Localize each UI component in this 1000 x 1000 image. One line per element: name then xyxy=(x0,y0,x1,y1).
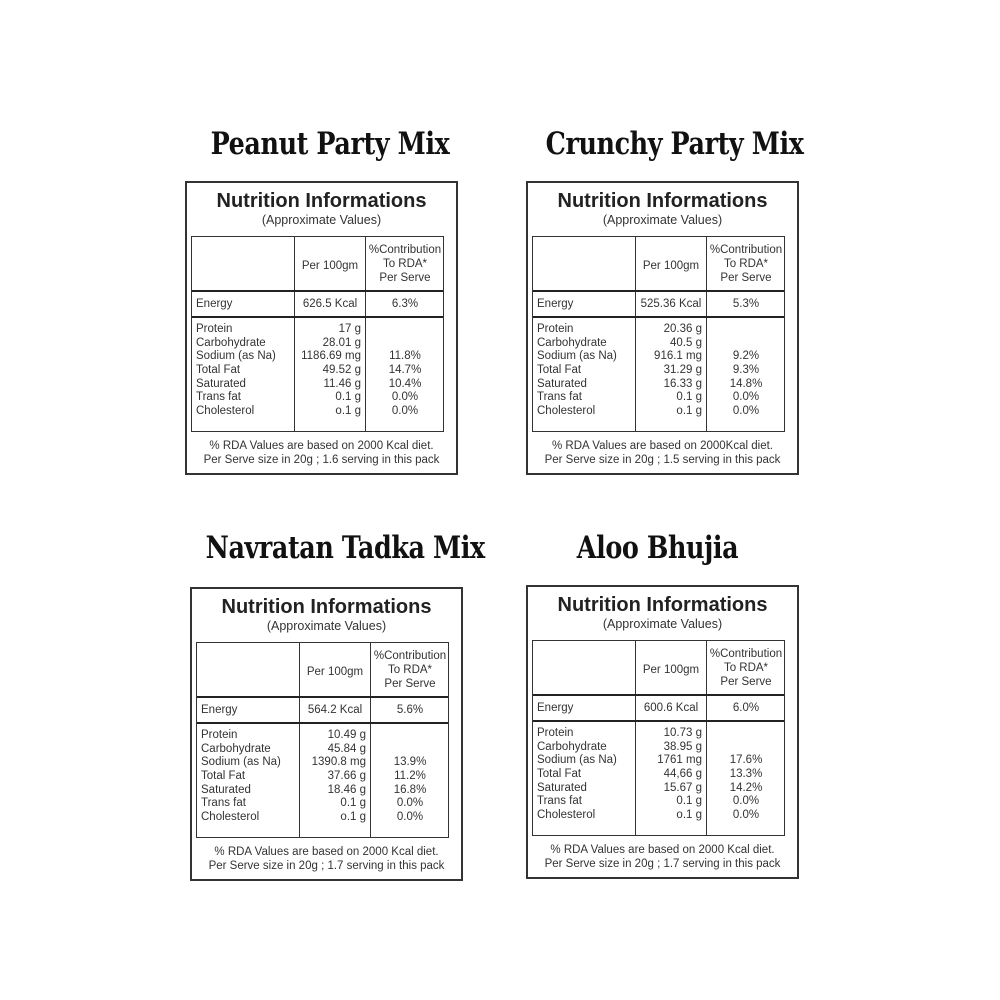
panel-subheading: (Approximate Values) xyxy=(261,213,382,227)
nutrient-row xyxy=(533,754,784,768)
energy-label: Energy xyxy=(196,298,233,310)
nutrient-row xyxy=(197,811,448,825)
nutrient-per-100gm: o.1 g xyxy=(335,405,361,418)
nutrient-rda: 0.0% xyxy=(732,405,760,418)
nutrient-label: Cholesterol xyxy=(201,811,260,824)
nutrition-panel-navratan-tadka-mix xyxy=(190,587,463,881)
footnote xyxy=(528,439,797,467)
nutrient-rda: 16.8% xyxy=(393,783,427,796)
rda-header-text xyxy=(369,243,441,285)
nutrient-per-100gm: 15.67 g xyxy=(663,781,702,794)
energy-divider xyxy=(533,316,784,318)
panel-heading: Nutrition Informations xyxy=(221,596,432,618)
nutrient-rda: 10.4% xyxy=(388,377,422,390)
nutrient-per-100gm: o.1 g xyxy=(676,405,702,418)
nutrient-label: Trans fat xyxy=(537,795,582,808)
nutrient-per-100gm: 16.33 g xyxy=(663,377,702,390)
energy-label: Energy xyxy=(537,298,574,310)
nutrient-row xyxy=(192,350,443,364)
nutrient-row xyxy=(192,337,443,351)
nutrition-table xyxy=(532,236,785,432)
nutrient-per-100gm: 17 g xyxy=(338,323,361,335)
energy-rda: 5.6% xyxy=(396,704,424,716)
nutrient-per-100gm: 10.73 g xyxy=(663,727,702,739)
nutrient-per-100gm: 45.84 g xyxy=(327,742,366,755)
nutrient-label: Total Fat xyxy=(196,364,241,377)
nutrient-row xyxy=(197,743,448,757)
nutrition-panel-crunchy-party-mix xyxy=(526,181,799,475)
nutrient-label: Protein xyxy=(201,729,238,741)
energy-label: Energy xyxy=(537,702,574,714)
nutrient-per-100gm: 28.01 g xyxy=(322,336,361,349)
nutrient-rda: 0.0% xyxy=(396,811,424,824)
nutrient-row xyxy=(192,364,443,378)
rda-header-line: %Contribution xyxy=(709,647,783,660)
footnote-serving-info: Per Serve size in 20g ; 1.6 serving in this pack xyxy=(203,454,440,466)
nutrient-rda: 0.0% xyxy=(732,795,760,808)
energy-divider xyxy=(533,720,784,722)
nutrient-label: Cholesterol xyxy=(537,405,596,418)
nutrient-list xyxy=(533,323,784,419)
energy-rda: 6.3% xyxy=(391,298,419,310)
product-title-crunchy-party-mix: Crunchy Party Mix xyxy=(545,126,804,162)
nutrient-row xyxy=(533,727,784,741)
energy-row xyxy=(192,292,443,316)
nutrition-table xyxy=(191,236,444,432)
footnote-rda-basis: % RDA Values are based on 2000 Kcal diet. xyxy=(209,440,434,452)
nutrient-row xyxy=(192,405,443,419)
nutrient-label: Trans fat xyxy=(196,391,241,404)
nutrient-row xyxy=(533,337,784,351)
nutrient-per-100gm: 18.46 g xyxy=(327,783,366,796)
nutrient-label: Carbohydrate xyxy=(201,742,271,755)
rda-header-line: To RDA* xyxy=(387,663,433,676)
nutrient-per-100gm: 11.46 g xyxy=(323,377,361,390)
nutrient-label: Carbohydrate xyxy=(196,336,266,349)
nutrient-row xyxy=(533,364,784,378)
product-title-aloo-bhujia: Aloo Bhujia xyxy=(576,530,739,566)
energy-per-100gm: 626.5 Kcal xyxy=(302,298,358,310)
nutrient-row xyxy=(192,323,443,337)
nutrient-label: Total Fat xyxy=(537,364,582,377)
nutrient-per-100gm: 31.29 g xyxy=(663,364,702,377)
nutrient-per-100gm: 0.1 g xyxy=(335,391,361,404)
nutrient-row xyxy=(197,729,448,743)
nutrient-rda: 9.2% xyxy=(732,350,760,363)
rda-header-text xyxy=(710,243,782,285)
nutrient-per-100gm: 37.66 g xyxy=(327,770,366,783)
nutrient-label: Saturated xyxy=(537,377,587,390)
nutrient-label: Trans fat xyxy=(201,797,246,810)
energy-rda: 5.3% xyxy=(732,298,760,310)
header-nutrient xyxy=(533,641,635,694)
rda-header-line: Per Serve xyxy=(379,271,431,284)
nutrient-label: Trans fat xyxy=(537,391,582,404)
nutrient-rda: 13.3% xyxy=(729,768,763,781)
nutrient-rda: 14.8% xyxy=(729,377,763,390)
header-rda-contribution xyxy=(372,643,448,696)
panel-heading: Nutrition Informations xyxy=(216,190,427,212)
nutrient-label: Protein xyxy=(537,323,574,335)
nutrient-label: Cholesterol xyxy=(537,809,596,822)
nutrient-label: Sodium (as Na) xyxy=(537,754,617,767)
nutrient-row xyxy=(192,391,443,405)
rda-header-line: %Contribution xyxy=(368,243,442,256)
footnote-rda-basis: % RDA Values are based on 2000 Kcal diet. xyxy=(214,846,439,858)
nutrient-rda: 17.6% xyxy=(729,754,763,767)
rda-header-line: To RDA* xyxy=(723,661,769,674)
nutrient-row xyxy=(197,770,448,784)
nutrient-per-100gm: 0.1 g xyxy=(340,797,366,810)
nutrient-per-100gm: 49.52 g xyxy=(322,364,361,377)
header-rda-contribution xyxy=(367,237,443,290)
panel-subheading: (Approximate Values) xyxy=(602,617,723,631)
nutrient-per-100gm: o.1 g xyxy=(340,811,366,824)
product-title-navratan-tadka-mix: Navratan Tadka Mix xyxy=(205,530,485,566)
nutrient-rda: 9.3% xyxy=(732,364,760,377)
nutrient-list xyxy=(197,729,448,825)
energy-per-100gm: 525.36 Kcal xyxy=(640,298,702,310)
nutrient-row xyxy=(533,795,784,809)
nutrient-label: Total Fat xyxy=(537,768,582,781)
nutrient-per-100gm: 0.1 g xyxy=(676,391,702,404)
nutrient-per-100gm: 1390.8 mg xyxy=(311,756,366,769)
energy-divider xyxy=(197,722,448,724)
nutrient-label: Carbohydrate xyxy=(537,740,607,753)
nutrient-row xyxy=(533,323,784,337)
energy-per-100gm: 564.2 Kcal xyxy=(307,704,363,716)
energy-rda: 6.0% xyxy=(732,702,760,714)
nutrient-per-100gm: 1761 mg xyxy=(657,754,702,767)
nutrient-per-100gm: o.1 g xyxy=(676,809,702,822)
nutrient-row xyxy=(533,782,784,796)
header-per-100gm: Per 100gm xyxy=(301,259,359,272)
nutrient-label: Sodium (as Na) xyxy=(537,350,617,363)
rda-header-line: %Contribution xyxy=(373,649,447,662)
nutrient-row xyxy=(533,809,784,823)
header-per-100gm: Per 100gm xyxy=(306,665,364,678)
rda-header-text xyxy=(710,647,782,689)
footnote-serving-info: Per Serve size in 20g ; 1.7 serving in this pack xyxy=(208,860,445,872)
rda-header-line: Per Serve xyxy=(720,271,772,284)
nutrient-rda: 0.0% xyxy=(391,405,419,418)
nutrient-rda: 13.9% xyxy=(393,756,427,769)
nutrient-list xyxy=(533,727,784,823)
header-per-100gm: Per 100gm xyxy=(642,259,700,272)
header-rda-contribution xyxy=(708,641,784,694)
nutrient-label: Protein xyxy=(196,323,233,335)
nutrient-label: Saturated xyxy=(196,377,246,390)
energy-divider xyxy=(192,316,443,318)
nutrient-rda: 0.0% xyxy=(391,391,419,404)
footnote-serving-info: Per Serve size in 20g ; 1.7 serving in this pack xyxy=(544,858,781,870)
nutrient-row xyxy=(197,784,448,798)
nutrient-label: Protein xyxy=(537,727,574,739)
footnote-serving-info: Per Serve size in 20g ; 1.5 serving in this pack xyxy=(544,454,781,466)
nutrient-label: Sodium (as Na) xyxy=(201,756,281,769)
nutrient-row xyxy=(533,378,784,392)
product-title-peanut-party-mix: Peanut Party Mix xyxy=(210,126,450,162)
nutrient-per-100gm: 44,66 g xyxy=(663,768,702,781)
nutrient-rda: 11.2% xyxy=(394,770,426,783)
panel-subheading: (Approximate Values) xyxy=(602,213,723,227)
nutrient-per-100gm: 40.5 g xyxy=(670,336,702,349)
nutrition-panel-aloo-bhujia xyxy=(526,585,799,879)
header-rda-contribution xyxy=(708,237,784,290)
nutrient-row xyxy=(197,797,448,811)
rda-header-line: Per Serve xyxy=(720,675,772,688)
panel-subheading: (Approximate Values) xyxy=(266,619,387,633)
nutrient-label: Cholesterol xyxy=(196,405,255,418)
nutrient-rda: 0.0% xyxy=(732,391,760,404)
rda-header-line: %Contribution xyxy=(709,243,783,256)
nutrient-per-100gm: 20.36 g xyxy=(663,323,702,335)
nutrient-per-100gm: 916.1 mg xyxy=(654,350,702,363)
nutrient-rda: 11.8% xyxy=(389,350,421,363)
nutrient-row xyxy=(533,741,784,755)
panel-heading: Nutrition Informations xyxy=(557,594,768,616)
nutrient-row xyxy=(533,391,784,405)
header-nutrient xyxy=(197,643,299,696)
nutrition-table xyxy=(196,642,449,838)
nutrient-label: Saturated xyxy=(201,783,251,796)
nutrient-list xyxy=(192,323,443,419)
header-nutrient xyxy=(192,237,294,290)
header-nutrient xyxy=(533,237,635,290)
nutrient-rda: 0.0% xyxy=(732,809,760,822)
footnote-rda-basis: % RDA Values are based on 2000Kcal diet. xyxy=(552,440,773,452)
nutrient-row xyxy=(533,350,784,364)
header-per-100gm: Per 100gm xyxy=(642,663,700,676)
energy-per-100gm: 600.6 Kcal xyxy=(643,702,699,714)
nutrient-row xyxy=(197,756,448,770)
nutrient-rda: 14.7% xyxy=(388,364,422,377)
nutrient-row xyxy=(533,768,784,782)
nutrient-per-100gm: 10.49 g xyxy=(327,729,366,741)
footnote xyxy=(187,439,456,467)
nutrient-per-100gm: 1186.69 mg xyxy=(301,350,361,363)
nutrient-label: Carbohydrate xyxy=(537,336,607,349)
nutrient-rda: 0.0% xyxy=(396,797,424,810)
nutrient-row xyxy=(192,378,443,392)
energy-row xyxy=(197,698,448,722)
nutrition-table xyxy=(532,640,785,836)
nutrient-per-100gm: 38.95 g xyxy=(663,740,702,753)
nutrition-panel-peanut-party-mix xyxy=(185,181,458,475)
energy-label: Energy xyxy=(201,704,238,716)
rda-header-line: To RDA* xyxy=(382,257,428,270)
nutrient-label: Total Fat xyxy=(201,770,246,783)
energy-row xyxy=(533,696,784,720)
footnote xyxy=(528,843,797,871)
footnote xyxy=(192,845,461,873)
rda-header-text xyxy=(374,649,446,691)
nutrient-per-100gm: 0.1 g xyxy=(676,795,702,808)
footnote-rda-basis: % RDA Values are based on 2000 Kcal diet. xyxy=(550,844,775,856)
rda-header-line: Per Serve xyxy=(384,677,436,690)
energy-row xyxy=(533,292,784,316)
nutrient-row xyxy=(533,405,784,419)
nutrient-rda: 14.2% xyxy=(729,781,763,794)
rda-header-line: To RDA* xyxy=(723,257,769,270)
nutrient-label: Sodium (as Na) xyxy=(196,350,276,363)
panel-heading: Nutrition Informations xyxy=(557,190,768,212)
nutrient-label: Saturated xyxy=(537,781,587,794)
